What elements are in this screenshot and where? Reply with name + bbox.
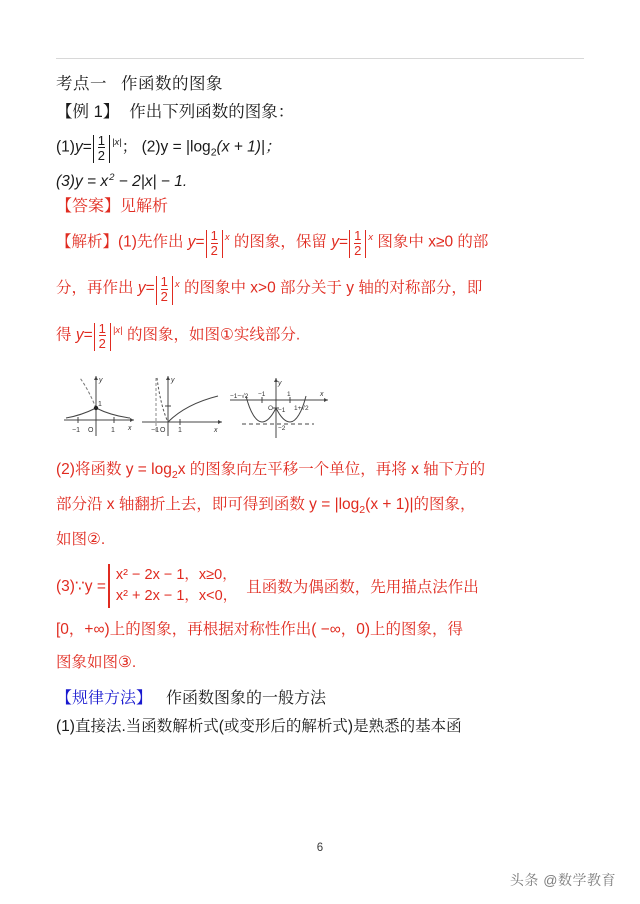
- page-number: 6: [316, 842, 324, 854]
- solution-eq-1: =: [195, 233, 205, 251]
- example-prompt-text: 作出下列函数的图象：: [129, 103, 295, 122]
- method-item-1: (1)直接法.当函数解析式(或变形后的解析式)是熟悉的基本函: [56, 717, 462, 735]
- solution2-line-2-rest: (x + 1)|的图象，: [365, 496, 476, 514]
- problem-1-separator: ；: [121, 138, 138, 156]
- fraction-denominator: 2: [98, 335, 106, 351]
- svg-text:y: y: [99, 376, 103, 384]
- fraction-numerator: 1: [210, 228, 218, 244]
- abs-fraction-half: [349, 229, 366, 259]
- solution-exponent-4: |x|: [112, 324, 123, 336]
- svg-text:1+√2: 1+√2: [294, 404, 309, 412]
- header-divider: [56, 58, 584, 59]
- piecewise-cases: [116, 565, 237, 607]
- solution-line-3: [56, 322, 596, 352]
- solution-line-3a: 得: [56, 326, 76, 344]
- svg-text:O: O: [88, 426, 94, 434]
- solution-exponent-3: x: [174, 278, 180, 290]
- solution-line-2a: 分，再作出: [56, 279, 138, 297]
- example-prompt: [56, 104, 596, 121]
- svg-text:1: 1: [178, 426, 182, 434]
- figure-3: [228, 368, 332, 442]
- figure-1: [60, 368, 138, 442]
- solution-line-1b: 的图象，保留: [229, 233, 332, 251]
- solution-eq-4: =: [83, 326, 93, 344]
- solution2-line-1-rest: x 的图象向左平移一个单位，再将 x 轴下方的: [177, 460, 486, 478]
- svg-text:O: O: [268, 404, 274, 412]
- solution-eq-2: =: [339, 233, 349, 251]
- problem-3-rest: − 2|x| − 1.: [114, 173, 188, 191]
- fraction-numerator: 1: [160, 274, 168, 290]
- solution-exponent-2: x: [368, 232, 374, 244]
- problem-3-text: (3)y = x: [56, 173, 109, 191]
- fraction-numerator: 1: [98, 320, 106, 336]
- svg-text:y: y: [278, 379, 282, 387]
- solution-line-1: [56, 229, 596, 259]
- solution2-log-base-2: 2: [359, 504, 366, 517]
- method-title: 作函数图象的一般方法: [166, 690, 327, 708]
- figure-1-graph: [60, 368, 138, 442]
- problem-3-exponent: 2: [109, 171, 115, 183]
- svg-text:x: x: [214, 426, 218, 434]
- svg-text:−1: −1: [258, 390, 266, 398]
- solution-tag: 【解析】: [56, 233, 119, 251]
- solution-var-y-3: y: [137, 279, 146, 297]
- solution-var-y-2: y: [331, 233, 339, 251]
- fraction-denominator: 2: [160, 289, 168, 305]
- svg-text:1: 1: [98, 400, 102, 408]
- problem-line-1: [56, 134, 596, 164]
- solution-var-y-1: y: [187, 233, 196, 251]
- problem-1-prefix: (1): [56, 138, 75, 156]
- solution-line-1c: 图象中 x≥0 的部: [373, 233, 489, 251]
- solution2-line-2-text: 部分沿 x 轴翻折上去，即可得到函数 y = |log: [56, 496, 360, 514]
- problem-2-rest: (x + 1)|；: [216, 138, 281, 156]
- solution2-line-3: [56, 532, 596, 548]
- svg-text:x: x: [320, 390, 324, 398]
- solution3-line-2: [0，+∞)上的图象，再根据对称性作出( −∞，0)上的图象，得: [56, 621, 464, 639]
- fraction-numerator: 1: [97, 132, 105, 148]
- piecewise-case-2: x² + 2x − 1，x<0，: [115, 588, 238, 605]
- svg-text:x: x: [128, 424, 132, 432]
- problem-2-text: (2)y = |log: [141, 138, 211, 156]
- solution-paragraph-2: [56, 462, 596, 549]
- answer-text: 见解析: [120, 198, 169, 216]
- solution-line-2: [56, 275, 596, 305]
- svg-text:−1: −1: [72, 426, 80, 434]
- abs-fraction-half: [93, 134, 110, 164]
- solution3-line-3: 图象如图③.: [56, 653, 137, 671]
- piecewise-prefix: (3)∵y =: [56, 577, 106, 595]
- abs-fraction-half: [94, 322, 111, 352]
- abs-fraction-half: [206, 229, 223, 259]
- figure-group: [56, 368, 596, 446]
- svg-text:−1−√2: −1−√2: [230, 392, 249, 400]
- answer-tag: 【答案】: [56, 198, 121, 216]
- piecewise-case-1: x² − 2x − 1，x≥0，: [115, 567, 237, 584]
- watermark-label: 头条 @数学教育: [509, 872, 616, 888]
- method-heading: [56, 691, 596, 708]
- svg-text:y: y: [171, 376, 175, 384]
- section-heading-title: 作函数的图象: [121, 75, 223, 93]
- method-tag: 【规律方法】: [56, 690, 153, 708]
- problem-2-log-base: 2: [210, 146, 217, 159]
- problem-1-equals: =: [82, 138, 92, 156]
- abs-fraction-half: [156, 275, 173, 305]
- svg-text:−1: −1: [278, 406, 286, 414]
- solution-paragraph-1: [56, 229, 596, 352]
- piecewise-row: [56, 564, 596, 608]
- solution-paragraph-3: [56, 564, 596, 671]
- solution-line-2b: 的图象中 x>0 部分关于 y 轴的对称部分，即: [179, 279, 483, 297]
- problem-1-exponent: |x|: [112, 136, 122, 148]
- solution-line-1a: (1)先作出: [118, 233, 188, 251]
- solution-var-y-4: y: [75, 326, 84, 344]
- solution2-line-3-text: 如图②.: [56, 531, 106, 549]
- solution-eq-3: =: [145, 279, 155, 297]
- fraction-denominator: 2: [354, 243, 362, 259]
- fraction-numerator: 1: [354, 228, 362, 244]
- piecewise-tail: 且函数为偶函数，先用描点法作出: [246, 579, 479, 597]
- problem-line-2: [56, 173, 596, 190]
- svg-text:1: 1: [111, 426, 115, 434]
- fraction-denominator: 2: [210, 243, 218, 259]
- section-heading: [56, 76, 596, 93]
- figure-3-graph: [228, 368, 332, 442]
- document-content: [56, 76, 596, 735]
- solution2-line-1: [56, 462, 596, 481]
- svg-text:O: O: [160, 426, 166, 434]
- piecewise-brace: [108, 564, 110, 608]
- svg-text:−2: −2: [278, 424, 286, 432]
- figure-2: [138, 368, 226, 442]
- solution2-line-2: [56, 497, 596, 516]
- solution-exponent-1: x: [224, 232, 230, 244]
- solution-line-3b: 的图象，如图①实线部分.: [122, 326, 301, 344]
- svg-text:−1: −1: [151, 426, 159, 434]
- solution2-log-base-1: 2: [171, 469, 178, 481]
- section-heading-label: 考点一: [56, 75, 107, 93]
- problem-1-variable: y: [74, 138, 83, 156]
- example-tag: 【例 1】: [56, 103, 120, 122]
- svg-text:1: 1: [287, 390, 291, 398]
- solution2-line-1-text: (2)将函数 y = log: [56, 460, 172, 478]
- fraction-denominator: 2: [97, 147, 105, 163]
- answer-line: [56, 199, 596, 216]
- figure-2-graph: [138, 368, 226, 442]
